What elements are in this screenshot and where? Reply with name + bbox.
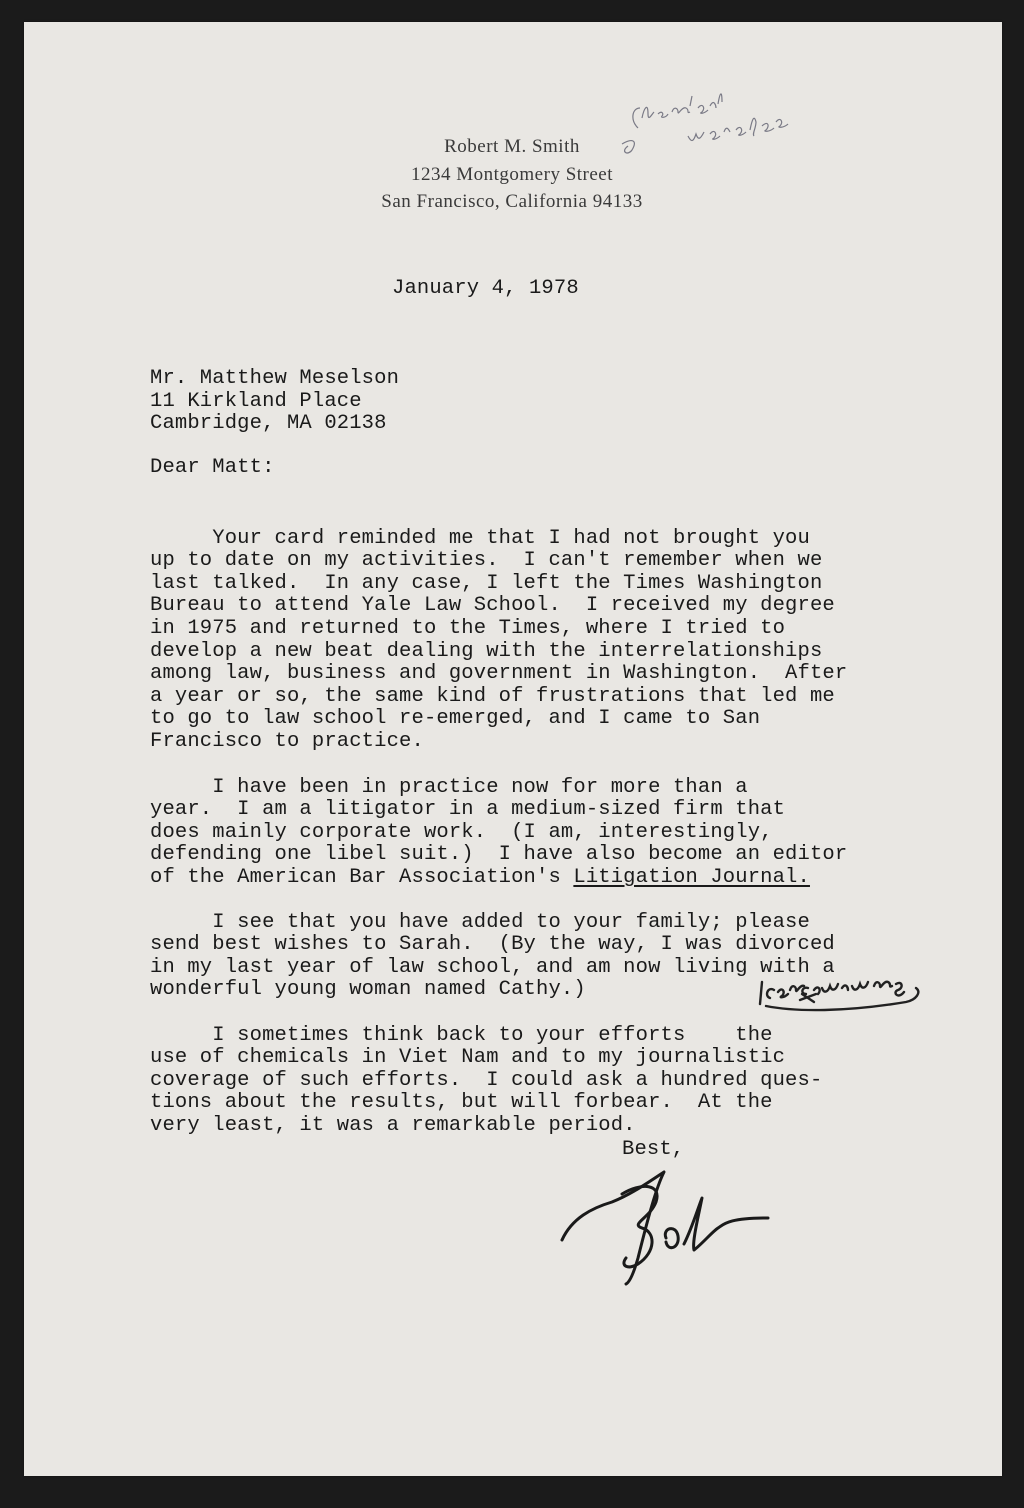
text-line: wonderful young woman named Cathy.) (150, 978, 586, 1002)
letterhead-name: Robert M. Smith (444, 136, 580, 157)
text-line: develop a new beat dealing with the interrelationships (150, 639, 823, 663)
text-line: Bureau to attend Yale Law School. I received my degree (150, 594, 835, 618)
letterhead-street: 1234 Montgomery Street (410, 164, 614, 185)
text-line: defending one libel suit.) I have also become an editor (150, 843, 848, 867)
text-line: in my last year of law school, and am now living with a (150, 955, 835, 979)
text-line (150, 867, 847, 890)
text-fragment: of the American Bar Association's (150, 865, 574, 889)
text-line: up to date on my activities. I can't remember when we (150, 549, 823, 573)
recipient-name: Mr. Matthew Meselson (150, 367, 400, 390)
journal-title: Litigation Journal. (573, 865, 810, 889)
text-line: last talked. In any case, I left the Times Washington (150, 571, 823, 595)
text-line: Francisco to practice. (150, 729, 424, 753)
handwritten-note (618, 78, 848, 168)
text-line: I sometimes think back to your efforts the (150, 1023, 773, 1047)
handwritten-insertion (756, 972, 926, 1022)
letterhead-city: San Francisco, California 94133 (381, 191, 643, 212)
text-line: to go to law school re-emerged, and I came to San (150, 707, 761, 731)
text-line: I see that you have added to your family; please (150, 910, 810, 934)
paragraph-4 (150, 1002, 822, 1160)
text-line: in 1975 and returned to the Times, where I tried to (150, 616, 786, 640)
recipient-city: Cambridge, MA 02138 (150, 412, 387, 436)
text-line: I have been in practice now for more than a (150, 775, 748, 799)
signature (552, 1158, 782, 1288)
text-line: use of chemicals in Viet Nam and to my journalistic (150, 1046, 786, 1070)
text-line: Your card reminded me that I had not brought you (150, 526, 810, 550)
recipient-street: 11 Kirkland Place (150, 389, 362, 413)
letter-date: January 4, 1978 (392, 277, 579, 300)
closing: Best, (622, 1138, 685, 1161)
paragraph-1 (150, 505, 847, 776)
text-line: among law, business and government in Washington. After (150, 662, 848, 686)
text-line: send best wishes to Sarah. (By the way, I was divorced (150, 933, 835, 957)
text-line: a year or so, the same kind of frustrations that led me (150, 684, 835, 708)
salutation: Dear Matt: (150, 456, 275, 479)
text-line: does mainly corporate work. (I am, interestingly, (150, 820, 773, 844)
text-line: coverage of such efforts. I could ask a hundred ques- (150, 1068, 823, 1092)
recipient-address (150, 368, 399, 436)
text-line: tions about the results, but will forbear. At the (150, 1091, 773, 1115)
text-line: very least, it was a remarkable period. (150, 1113, 636, 1137)
text-line: year. I am a litigator in a medium-sized firm that (150, 798, 786, 822)
